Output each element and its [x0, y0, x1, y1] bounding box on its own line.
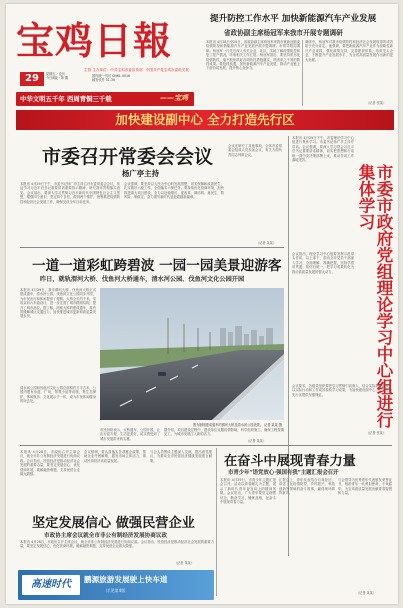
bottom-left-body-extra: 本报讯 4月28日，市政协召开主席会议，就全市非公有制经济发展进行协商议政。会议指出，民营经济是推动经济社会发展的重要力量，要坚定发展信心，优化营商环境，破解融资难题，支持民营企业做大做强。 [20, 540, 214, 549]
heritage-banner [16, 92, 194, 106]
top-right-byline: （记者 张某） [366, 101, 387, 105]
right-col-body-3: 会议要求，各级党组织要把学习贯彻引向深入，结合实际抓好落实，以实际行动和工作成效检验学习成果，为加快建设副中心、全力打造先行区提供坚强保证。 [292, 384, 392, 397]
issue-info-line4: 邮发代号 51-30 [92, 78, 116, 82]
issue-info-block [46, 72, 90, 80]
bottom-right-subhead: 市青少年“语党放心·强国有我”主题汇报会召开 [228, 470, 339, 476]
lead-body-1: 本报讯 4月29日下午，市委书记杨广亭主持召开市委常委会会议，传达学习习近平总书记重要讲话重要指示精神，研究我市贯彻落实意见。会议指出，要深入学习贯彻习近平新时代中国特色社会主义思想，增强四个意识，坚定四个自信，做到两个维护，统筹推进疫情防控和经济社会发展工作，确保完成全年目标任务。 [20, 182, 120, 204]
bottom-left-subhead: 市政协主席会议就全市非公有制经济发展协商议政 [44, 533, 168, 539]
issue-codes-block [92, 74, 192, 82]
lead-author: 杨广亭主持 [122, 169, 159, 178]
bridge-photo-illustration [100, 288, 284, 420]
masthead-title: 宝鸡日報 [16, 18, 173, 63]
newspaper-page [6, 4, 398, 604]
bridge-photo-caption: 图为刚刚建成通车的渭河大桥及清水河公园美景。 记者 某某 摄 [192, 423, 282, 427]
bridge-photo [100, 288, 284, 420]
bottom-left-body-2: 会议强调，要认真落实各项惠企政策，帮助企业纾困解难，激发市场主体活力，推动民营经济高质量发展。 [84, 450, 146, 463]
bridge-body-left-2: 清水河公园和伐鱼河文化公园总面积约万平方米，公园内建有步道、广场、景观小品等设施，集生态保护、休闲娱乐、文化展示于一体，成为市民休闲健身的好去处。 [20, 386, 96, 404]
top-right-subhead: 省政协副主席杨冠军来我市开展专题调研 [224, 29, 343, 37]
footer-ad-badge: 高速时代 [22, 575, 80, 595]
top-right-body-right: 调研中，杨冠军对我市疫情防控和经济社会发展取得的成效给予充分肯定。他强调，要把新能源汽车产业作为战略性新兴产业来抓，强化政策支持，完善配套体系，培育龙头企业，不断提升产业发展水平，为全省高质量发展作出新的更大贡献。 [305, 40, 393, 62]
issue-day-badge: 29 [20, 72, 44, 86]
right-col-vertical-headline: 市委市政府党组理论学习中心组进行集体学习 [356, 164, 393, 428]
lead-byline: （记者 某某） [256, 241, 277, 245]
issue-info-line3: 国内统一刊号 CN61-0016 [92, 74, 131, 78]
right-col-body-2: 会议指出，理论学习中心组要发挥示范带头作用，以上率下，带动全市党员干部深入学习、全面理解、准确把握，坚持学思用贯通、知信行统一，把学习成果转化为推动高质量发展的强大动力。 [292, 252, 354, 274]
bottom-right-byline: （记者 某某） [356, 591, 377, 595]
bottom-right-body-2: 汇报会上，青年代表结合自身经历，讲述了在疫情防控、乡村振兴、科技创新等领域的奋斗故事，赢得现场阵阵掌声。 [279, 478, 335, 496]
bottom-right-headline: 在奋斗中展现青春力量 [224, 454, 356, 469]
bridge-body-mid: 市民纷纷表示，大桥通车、公园开园，让出行更方便、生活更美好，切实感受到了城市发展带来的实惠。 [100, 428, 160, 441]
issue-info-line2: 今日8版 · 第 期 [46, 76, 69, 80]
bottom-right-body-3: 与会领导为优秀青年代表颁发荣誉证书，勉励青年一代勇担使命、不负韶华，为宝鸡高质量发展贡献青春智慧和力量。 [338, 478, 392, 496]
lead-body-2: 会议强调，要坚持以人民为中心的发展思想，切实保障和改善民生，扎实做好六稳工作，全面落实六保任务。要持续优化营商环境，加快推进重大项目建设，全力以赴稳增长、促改革、调结构、惠民生、防风险、保稳定，奋力谱写新时代追赶超越新篇章。 [124, 182, 224, 200]
theme-bar-text: 加快建设副中心 全力打造先行区 [115, 112, 295, 127]
footer-ad[interactable] [18, 570, 214, 600]
masthead-slogan-right: 中国共产党宝鸡市委机关报 [145, 68, 189, 72]
heritage-banner-script: ——宝鸡 [160, 93, 188, 102]
issue-info-line1: 星期五 · 农历 [46, 72, 65, 76]
bottom-left-headline: 坚定发展信心 做强民营企业 [32, 516, 195, 531]
right-col-byline: （记者 张某） [366, 431, 387, 435]
lead-headline: 市委召开常委会会议 [42, 146, 214, 168]
bridge-body-right: 据介绍，项目建设过程中，建设单位克服疫情影响，科学组织施工，确保工程按期完工，为城市发展注入新的活力。 [164, 428, 284, 437]
bridge-subhead: 昨日，就轨渭河大桥、伐鱼河大桥通车，清水河公园、伐鱼河文化公园开园 [40, 276, 245, 283]
bottom-left-body-1: 本报讯 4月28日，市政协召开主席会议，就全市非公有制经济发展进行协商议政。会议指出，民营经济是推动经济社会发展的重要力量，要坚定发展信心，优化营商环境，破解融资难题，支持民营企业做大做强。 [20, 450, 80, 477]
top-right-body-left: 本报讯 4月28日至29日，省政协副主席杨冠军来我市就新冠肺炎疫情防控和新能源汽车产业发展开展专题调研。市领导陪同调研。杨冠军一行先后深入有关企业、社区，实地了解疫情防控和复工复产情况，听取相关工作汇报。杨冠军指出，要坚持常态化疫情防控，毫不放松抓好各项防控措施落实，巩固来之不易的防控成果。要抢抓机遇，加快新能源汽车产业发展，推动产业链上下游协同发展，提升核心竞争力。 [206, 40, 300, 71]
bottom-right-body-1: 本报讯 4月29日，市青少年主题汇报会召开。活动以青春献礼为主题，展示了新时代青年奋发向上的精神风貌。会议指出，广大青年要坚定理想信念，勤奋学习，锤炼品格，在奋斗中展现青春力量。 [220, 478, 276, 505]
bottom-left-body-3: 与会人员围绕主题深入交流，提出意见建议，为推动全市民营经济健康发展建言献策。 [150, 450, 212, 463]
footer-ad-text: 鹏源旅游发展驶上快车道 [84, 575, 168, 584]
bottom-left-byline: （记者 某某） [174, 561, 195, 565]
right-col-body-1: 本报讯 4月29日下午，市委理论学习中心组进行集体学习。市委书记杨广亭主持并讲话。会议强调，要深入学习领会习近平总书记重要讲话精神，切实把思想和行动统一到中央决策部署上来，推动各项工作落地见效。 [292, 136, 354, 163]
bridge-headline: 一道一道彩虹跨碧波 一园一园美景迎游客 [32, 258, 282, 274]
bridge-byline: （记者 某某） [246, 439, 267, 443]
bridge-body-left: 本报讯 4月29日，我市渭河大桥、伐鱼河大桥正式建成通车，清水河公园、伐鱼河文化公园同步开园，为市民出行和休闲提供了便利。大桥全长约千米，采用双向六车道设计，进一步完善了城市路网结构，提升了城市品位。据了解，两座大桥的建成通车，将有效缓解城区交通压力，加快推进城市更新和高质量发展步伐。 [20, 288, 96, 319]
lead-body-3: 会议还研究了其他事项。全体市委常委会组成人员参加会议，有关方面负责同志列席会议。 [228, 144, 282, 157]
top-right-headline: 提升防控工作水平 加快新能源汽车产业发展 [210, 14, 377, 24]
masthead-slogan [84, 68, 189, 73]
masthead-slogan-left: 主管 主办单位：中共宝鸡市委宣传部 [84, 68, 143, 72]
theme-bar [16, 110, 394, 130]
heritage-banner-text: 中华文明五千年 西周青铜三千载 [20, 95, 112, 103]
footer-ad-sub: 详见第4版 [106, 588, 126, 593]
